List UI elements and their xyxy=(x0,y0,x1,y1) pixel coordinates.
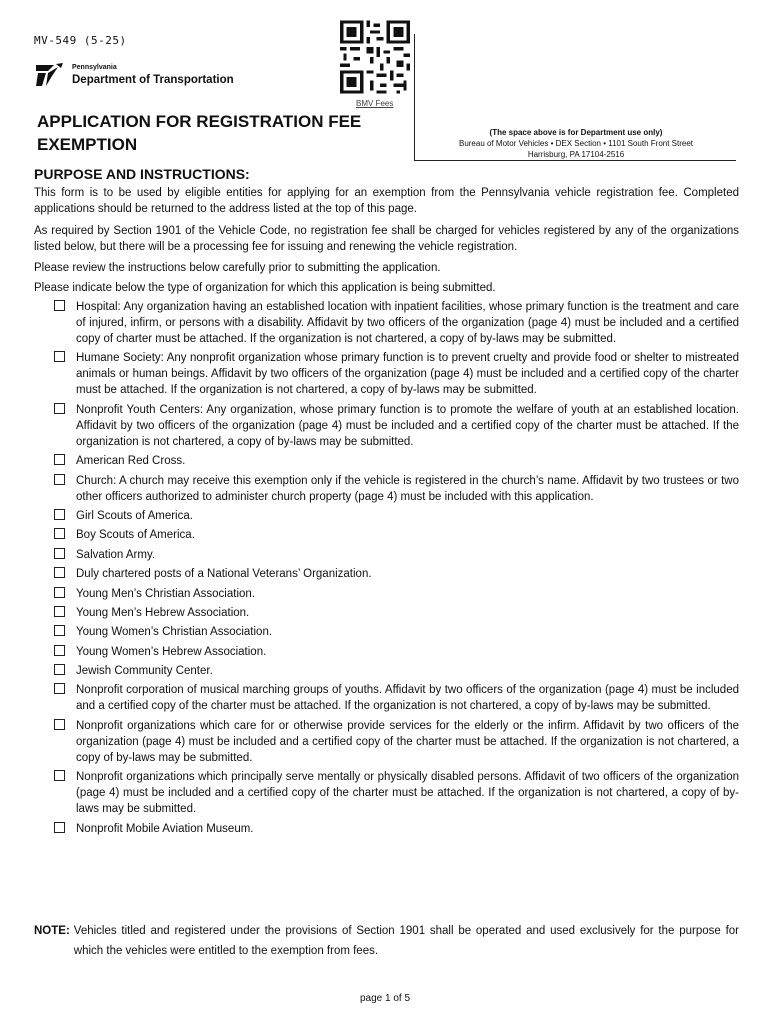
list-item xyxy=(54,508,739,524)
org-checkbox-aviation-museum[interactable] xyxy=(54,822,65,833)
list-item xyxy=(54,402,739,450)
list-item xyxy=(54,547,739,563)
org-checkbox-ymca[interactable] xyxy=(54,587,65,598)
org-label: Young Men’s Christian Association. xyxy=(76,587,255,600)
org-label: Nonprofit organizations which care for or otherwise provide services for the elderly or the infirm. Affidavit by two officers of the organization (page 4) must be included and a certified copy of the charter must be attached. If the organization is not chartered, a copy of by-laws may be submitted. xyxy=(76,719,739,764)
form-number: MV-549 (5-25) xyxy=(34,34,127,47)
section-heading: PURPOSE AND INSTRUCTIONS: xyxy=(34,166,250,182)
list-item xyxy=(54,624,739,640)
qr-label: BMV Fees xyxy=(356,99,394,108)
list-item xyxy=(54,473,739,505)
list-item xyxy=(54,527,739,543)
review-instructions-paragraph: Please review the instructions below carefully prior to submitting the application. xyxy=(34,262,441,274)
note-label: NOTE: xyxy=(34,925,70,937)
dept-use-block xyxy=(420,127,732,160)
list-item xyxy=(54,682,739,714)
org-checkbox-veterans[interactable] xyxy=(54,567,65,578)
org-label: Girl Scouts of America. xyxy=(76,509,193,522)
logo-state-text: Pennsylvania xyxy=(72,64,117,71)
list-item xyxy=(54,605,739,621)
organization-checklist xyxy=(54,299,739,840)
org-label: Nonprofit Youth Centers: Any organization, whose primary function is to promote the welfare of youth at an established location. Affidavit by two officers of the organization (page 4) must be included and a certified copy of the charter must be attached. If the organization is not chartered, a copy of by-laws may be submitted. xyxy=(76,403,739,448)
org-checkbox-jcc[interactable] xyxy=(54,664,65,675)
org-checkbox-youth-centers[interactable] xyxy=(54,403,65,414)
org-checkbox-red-cross[interactable] xyxy=(54,454,65,465)
list-item xyxy=(54,644,739,660)
org-checkbox-church[interactable] xyxy=(54,474,65,485)
org-checkbox-ywca[interactable] xyxy=(54,625,65,636)
org-checkbox-salvation-army[interactable] xyxy=(54,548,65,559)
org-label: Young Women’s Hebrew Association. xyxy=(76,645,267,658)
penndot-logo xyxy=(34,62,244,90)
list-item xyxy=(54,663,739,679)
list-item xyxy=(54,566,739,582)
org-label: American Red Cross. xyxy=(76,455,186,468)
org-checkbox-disabled-services[interactable] xyxy=(54,770,65,781)
keystone-logo-icon xyxy=(34,62,64,88)
org-label: Hospital: Any organization having an established location with inpatient facilities, whose primary function is the treatment and care of injured, infirm, or persons with a disability. Affidavit by two officers of the organization (page 4) must be included and a certified copy of charter must be attached. If the organization is not chartered, a copy of by-laws may be submitted. xyxy=(76,301,739,345)
logo-dept-text: Department of Transportation xyxy=(72,74,234,86)
list-item xyxy=(54,821,739,837)
qr-code-icon xyxy=(340,20,410,94)
intro-paragraph: This form is to be used by eligible entities for applying for an exemption from the Pennsylvania vehicle registration fee. Completed applications should be returned to the address listed at the top of this page. xyxy=(34,187,739,215)
org-label: Church: A church may receive this exemption only if the vehicle is registered in the church’s name. Affidavit by two trustees or two other officers authorized to administer church property (page 4) must be included with this application. xyxy=(76,474,739,503)
page-number: page 1 of 5 xyxy=(359,993,411,1004)
org-label: Nonprofit organizations which principally serve mentally or physically disabled persons. Affidavit of two officers of the organization (page 4) must be included and a certified copy of the charter must be attached. If the organization is not chartered, a copy of by-laws may be submitted. xyxy=(76,771,739,816)
form-title: APPLICATION FOR REGISTRATION FEE EXEMPTION xyxy=(37,112,362,154)
org-label: Nonprofit corporation of musical marching groups of youths. Affidavit by two officers of the organization (page 4) must be included and a certified copy of the charter must be attached. If the organization is not chartered, a copy of by-laws may be submitted. xyxy=(76,684,739,713)
note-block xyxy=(34,921,739,961)
org-label: Humane Society: Any nonprofit organization whose primary function is to prevent cruelty and provide food or shelter to mistreated animals or human beings. Affidavit by two officers of the organization (page 4) must be included and a certified copy of the charter must be attached. If the organization is not chartered, a copy of by-laws may be submitted. xyxy=(76,352,739,397)
org-label: Young Women’s Christian Association. xyxy=(76,626,273,639)
org-checkbox-humane-society[interactable] xyxy=(54,351,65,362)
dept-use-border-horizontal xyxy=(414,160,736,161)
dept-address-line1: Bureau of Motor Vehicles • DEX Section • 1101 South Front Street xyxy=(458,139,694,148)
indicate-type-paragraph: Please indicate below the type of organization for which this application is being submitted. xyxy=(34,282,496,294)
dept-address-line2: Harrisburg, PA 17104-2516 xyxy=(527,150,625,159)
list-item xyxy=(54,769,739,817)
section-1901-paragraph: As required by Section 1901 of the Vehicle Code, no registration fee shall be charged for vehicles registered by any of the organizations listed below, but there will be a processing fee for issuing and renewing the vehicle registration. xyxy=(34,225,739,253)
org-checkbox-elderly-care[interactable] xyxy=(54,719,65,730)
list-item xyxy=(54,453,739,469)
org-checkbox-hospital[interactable] xyxy=(54,300,65,311)
org-checkbox-ymha[interactable] xyxy=(54,606,65,617)
note-text: Vehicles titled and registered under the provisions of Section 1901 shall be operated and used exclusively for the purpose for which the vehicles were entitled to the exemption from fees. xyxy=(73,925,739,957)
org-checkbox-marching-groups[interactable] xyxy=(54,683,65,694)
org-checkbox-boy-scouts[interactable] xyxy=(54,528,65,539)
org-label: Nonprofit Mobile Aviation Museum. xyxy=(76,822,254,835)
org-checkbox-ywha[interactable] xyxy=(54,645,65,656)
org-label: Young Men’s Hebrew Association. xyxy=(76,606,250,619)
list-item xyxy=(54,299,739,347)
org-label: Jewish Community Center. xyxy=(76,665,213,678)
list-item xyxy=(54,586,739,602)
org-label: Salvation Army. xyxy=(76,548,156,561)
dept-use-note: (The space above is for Department use only) xyxy=(489,128,663,137)
org-checkbox-girl-scouts[interactable] xyxy=(54,509,65,520)
org-label: Duly chartered posts of a National Veterans’ Organization. xyxy=(76,568,372,581)
list-item xyxy=(54,350,739,398)
list-item xyxy=(54,718,739,766)
dept-use-border-vertical xyxy=(414,34,415,160)
org-label: Boy Scouts of America. xyxy=(76,529,195,542)
